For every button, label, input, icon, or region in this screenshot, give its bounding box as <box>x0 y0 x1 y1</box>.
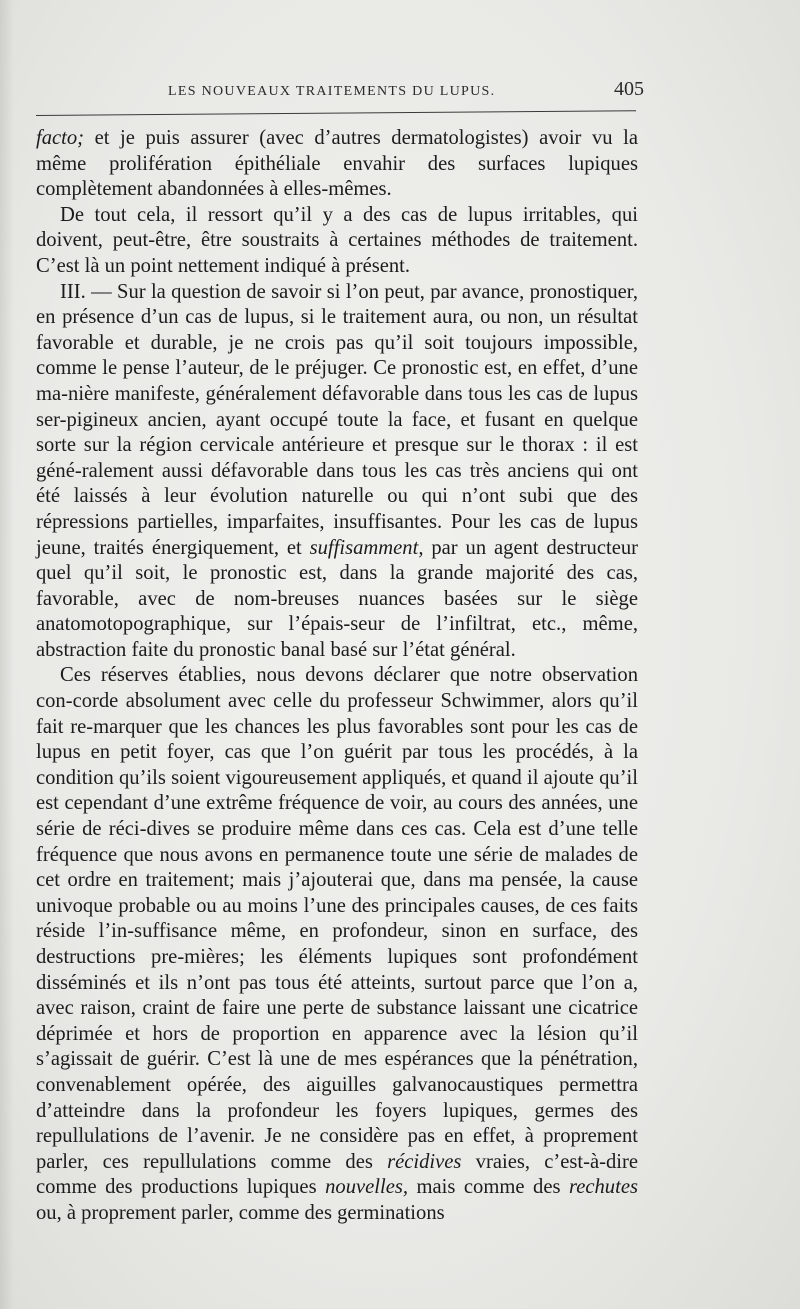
paragraph: facto; et je puis assurer (avec d’autres dermatologistes) avoir vu la même prolifération épithéliale envahir des surfaces lupiques complètement abandonnées à elles-mêmes. <box>36 127 638 201</box>
header-rule <box>36 110 636 116</box>
page-number: 405 <box>614 78 644 100</box>
italic-emphasis: récidives <box>387 1150 462 1173</box>
paragraph: Ces réserves établies, nous devons déclarer que notre observation con-corde absolument avec celle du professeur Schwimmer, alors qu’il fait re-marquer que les chances les plus favorables sont pour les cas de lupus en petit foyer, cas que l’on guérit par tous les procédés, à la condition qu’ils soient vigoureusement appliqués, et quand il ajoute qu’il est cependant d’une extrême fréquence de voir, au cours des années, une série de réci-dives se produire même dans ces cas. Cela est d’une telle fréquence que nous avons en permanence toute une série de malades de cet ordre en traitement; mais j’ajouterai que, dans ma pensée, la cause univoque probable ou au moins l’une des principales causes, de ces faits réside l’in-suffisance même, en profondeur, sinon en surface, des destructions pre-mières; les éléments lupiques sont profondément disséminés et ils n’ont pas tous été atteints, surtout parce que l’on a, avec raison, craint de faire une perte de substance laissant une cicatrice déprimée et hors de proportion en apparence avec la lésion qu’il s’agissait de guérir. C’est là une de mes espérances que la pénétration, convenablement opérée, des aiguilles galvanocaustiques permettra d’atteindre dans la profondeur les foyers lupiques, germes des repullulations de l’avenir. Je ne considère pas en effet, à proprement parler, ces repullulations comme des récidives vraies, c’est-à-dire comme des productions lupiques nouvelles, mais comme des rechutes ou, à proprement parler, comme des germinations <box>36 664 638 1224</box>
italic-emphasis: rechutes <box>568 1176 638 1199</box>
running-title: LES NOUVEAUX TRAITEMENTS DU LUPUS. <box>168 84 496 99</box>
italic-emphasis: facto; <box>36 127 85 149</box>
paragraph: III. — Sur la question de savoir si l’on peut, par avance, pronostiquer, en présence d’un cas de lupus, si le traitement aura, ou non, un résultat favorable et durable, je ne crois pas qu’il soit toujours impossible, comme le pense l’auteur, de le préjuger. Ce pronostic est, en effet, d’une ma-nière manifeste, généralement défavorable dans tous les cas de lupus ser-pigineux ancien, ayant occupé toute la face, et fusant en quelque sorte sur la région cervicale antérieure et presque sur le thorax : il est géné-ralement aussi défavorable dans tous les cas très anciens qui ont été laissés à leur évolution naturelle ou qui n’ont subi que des répressions partielles, imparfaites, insuffisantes. Pour les cas de lupus jeune, traités énergiquement, et suffisamment, par un agent destructeur quel qu’il soit, le pronostic est, dans la grande majorité des cas, favorable, avec de nom-breuses nuances basées sur le siège anatomotopographique, sur l’épais-seur de l’infiltrat, etc., même, abstraction faite du pronostic banal basé sur l’état général. <box>36 280 638 661</box>
paragraph: De tout cela, il ressort qu’il y a des cas de lupus irritables, qui doivent, peut-être, être soustraits à certaines méthodes de traitement. C’est là un point nettement indiqué à présent. <box>36 203 638 277</box>
italic-emphasis: suffisamment, <box>309 536 424 559</box>
italic-emphasis: nouvelles, <box>325 1176 409 1199</box>
body-text <box>36 126 638 1227</box>
